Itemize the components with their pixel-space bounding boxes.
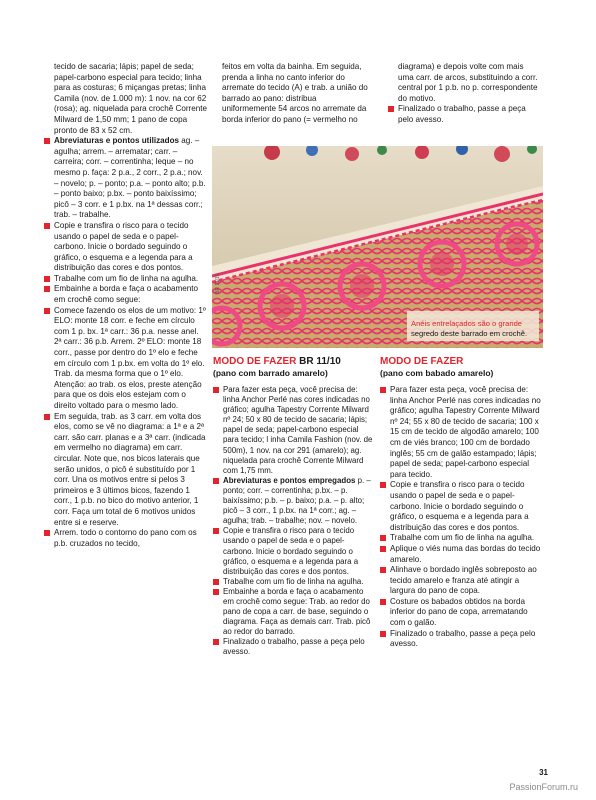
list-item [44,528,208,549]
bullet-icon [213,387,219,393]
list-item [380,385,542,480]
list-item [213,385,373,476]
list-item [380,533,542,544]
bullet-icon [380,567,386,573]
bullet-icon [44,308,50,314]
section-reference: BR 11/10 [299,356,341,367]
step-text: Finalizado o trabalho, passe a peça pelo avesso. [390,628,536,649]
bullet-icon [380,387,386,393]
abbreviations-heading: Abreviaturas e pontos utilizados [54,136,180,146]
step-text: Copie e transfira o risco para o tecido usando o papel de seda e o papel-carbono. Inicie o bordado seguindo o gráfico, o esquema e a legenda para a distribuição das cores e dos pontos. [54,220,193,273]
step-text: Embainhe a borda e faça o acabamento em crochê como segue: [54,284,198,305]
bullet-icon [213,528,219,534]
step-text: Comece fazendo os elos de um motivo: 1º ELO: monte 18 corr. e feche em círculo com 1 p. bx. 1ª carr.: 36 p.a. nesse anel. 2ª carr.: 36 p.b. Arrem. 2º ELO: monte 18 corr., passe por dentro do 1º elo e feche em círculo com 1 p.bx. em volta do 1º elo. Trab. da mesma forma que o 1º elo. Atenção: ao trab. os elos, preste atenção para que os dois elos estejam com o direito voltado para o mesmo lado. [54,305,206,410]
bullet-icon [213,639,219,645]
list-item [380,544,542,565]
step-text: Arrem. todo o contorno do pano com os p.b. cruzados no tecido, [54,528,197,548]
list-item [44,412,208,529]
bullet-icon [44,276,50,282]
list-item [44,136,208,221]
step-text: Em seguida, trab. as 3 carr. em volta dos elos, como se vê no diagrama: a 1ª e a 2ª carr. são carr. planas e a 3ª carr. (indicada em vermelho no diagrama) em carr. circular. Note que, nos bicos laterais que serão unidos, o picô é substituído por 1 corr. Una os motivos entre si pelos 3 primeiros e 3 últimos bicos, fazendo 1 corr., 1 p.b. no bico do motivo anterior, 1 corr. Faça um total de 6 motivos unidos entre si e reserve. [54,411,206,527]
bullet-icon [44,223,50,229]
section-title [213,356,373,368]
bullet-icon [44,138,50,144]
materials-continued: tecido de sacaria; lápis; papel de seda; papel-carbono especial para tecido; linha para as costuras; 6 miçangas pretas; linha Camila (nov. de 1.000 m): 1 nov. na cor 62 (rosa); ag. niquelada para crochê Corrente Milward de 1,50 mm; 1 pano de copa pronto de 83 x 52 cm. [54,62,207,135]
list-item [44,274,208,285]
crochet-lace-illustration [212,146,543,348]
step-text: Finalizado o trabalho, passe a peça pelo avesso. [398,104,526,124]
list-item [380,597,542,629]
step-text: Copie e transfira o risco para o tecido usando o papel de seda e o papel-carbono. Inicie o bordado seguindo o gráfico, o esquema e a legenda para a distribuição das cores e dos pontos. [223,526,359,576]
bullet-icon [380,535,386,541]
bullet-icon [213,478,219,484]
caption-highlight: Anéis entrelaçados são o grande [411,319,523,328]
bullet-icon [44,530,50,536]
watermark: PassionForum.ru [509,782,578,792]
abbreviations-heading: Abreviaturas e pontos empregados [223,475,356,485]
list-item [380,629,542,650]
section-title-text: MODO DE FAZER [213,356,297,367]
list-item [213,637,373,657]
section-subtitle: (pano com barrado amarelo) [213,368,328,378]
list-item [213,476,373,526]
section-babado-amarelo [380,356,542,650]
column-left [44,62,208,549]
bullet-icon [44,286,50,292]
list-item [213,587,373,637]
list-item [44,221,208,274]
abbreviations-text: p. – ponto; corr. – correntinha; p.bx. – p. baixíssimo; p.b. – p. baixo; p.a. – p. alto; picô – 3 corr., 1 p.bx. na 1ª corr.; ag. – agulha; trab. – trabalhe; nov. – novelo. [223,475,371,526]
list-item [380,565,542,597]
bullet-icon [380,599,386,605]
step-text: Embainhe a borda e faça o acabamento em crochê como segue: Trab. ao redor do pano de copa a carr. de base, seguindo o diagrama. Faça as demais carr. Trab. picô ao redor do barrado. [223,586,371,637]
step-text: Costure os babados obtidos na borda inferior do pano de copa, arrematando com o galão. [390,596,528,628]
step-text: Trabalhe com um fio de linha na agulha. [390,533,535,543]
abbreviations-text: ag. – agulha; arrem. – arrematar; carr. – carreira; corr. – correntinha; leque – no mesmo p. faça: 2 p.a., 2 corr., 2 p.a.; nov. – novelo; p. – ponto; p.a. – ponto alto; p.b. – ponto baixo; p.bx. – ponto baixíssimo; picô – 3 corr. e 1 p.bx. na 1ª dessas corr.; trab. – trabalhe. [54,136,206,220]
list-item [388,104,538,125]
column-middle-top [222,62,372,126]
crochet-lace-photo [212,146,543,348]
materials-text: Para fazer esta peça, você precisa de: linha Anchor Perlé nas cores indicadas no gráfico; agulha Tapestry Corrente Milward nº 24; 50 x 80 de tecido de sacaria; lápis; papel de seda; papel-carbono especial para tecido; l inha Camila Fashion (nov. de 500m), 1 nov. na cor 291 (amarelo); ag. niquelada para crochê Corrente Milward com 1,75 mm. [223,385,373,475]
bullet-icon [380,546,386,552]
step-continued: feitos em volta da bainha. Em seguida, prenda a linha no canto inferior do arremate do tecido (A) e trab. a união do barrado ao pano: distribua uniformemente 54 arcos no arremate da borda inferior do pano (= vermelho no [222,62,368,124]
bullet-icon [380,482,386,488]
column-right-top [388,62,538,126]
step-text: Trabalhe com um fio de linha na agulha. [223,576,364,586]
bullet-icon [388,106,394,112]
list-item [44,284,208,305]
page-number: 31 [539,768,548,777]
section-barrado-amarelo [213,356,373,658]
step-text: Alinhave o bordado inglês sobreposto ao tecido amarelo e franza até atingir a largura do pano de copa. [390,565,537,596]
bullet-icon [380,631,386,637]
bullet-icon [213,589,219,595]
step-text: Copie e transfira o risco para o tecido usando o papel de seda e o papel-carbono. Inicie o bordado seguindo o gráfico, o esquema e a legenda para a distribuição das cores e dos pontos. [390,480,529,532]
list-item [213,526,373,576]
step-continued: diagrama) e depois volte com mais uma carr. de arcos, substituindo a corr. central por 1 p.b. no p. correspondente do motivo. [398,62,538,103]
photo-caption [411,319,533,338]
step-text: Trabalhe com um fio de linha na agulha. [54,273,199,283]
list-item [380,480,542,533]
caption-text: segredo deste barrado em crochê. [411,328,528,338]
list-item [213,577,373,587]
materials-text: Para fazer esta peça, você precisa de: linha Anchor Perlé nas cores indicadas no gráfico; agulha Tapestry Corrente Milward nº 24; 55 x 80 de tecido de sacaria; 100 x 15 cm de tecido de algodão amarelo; 100 cm de viés branco; 100 cm de bordado inglês; 55 cm de galão estampado; lápis; papel de seda; papel-carbono especial para tecido. [390,385,541,479]
photo-credit: BR 11/10 [215,273,221,294]
step-text: Finalizado o trabalho, passe a peça pelo avesso. [223,637,365,657]
section-subtitle: (pano com babado amarelo) [380,368,494,378]
bullet-icon [44,414,50,420]
section-title: MODO DE FAZER [380,356,464,367]
list-item [44,306,208,412]
step-text: Aplique o viés numa das bordas do tecido amarelo. [390,543,541,564]
bullet-icon [213,579,219,585]
